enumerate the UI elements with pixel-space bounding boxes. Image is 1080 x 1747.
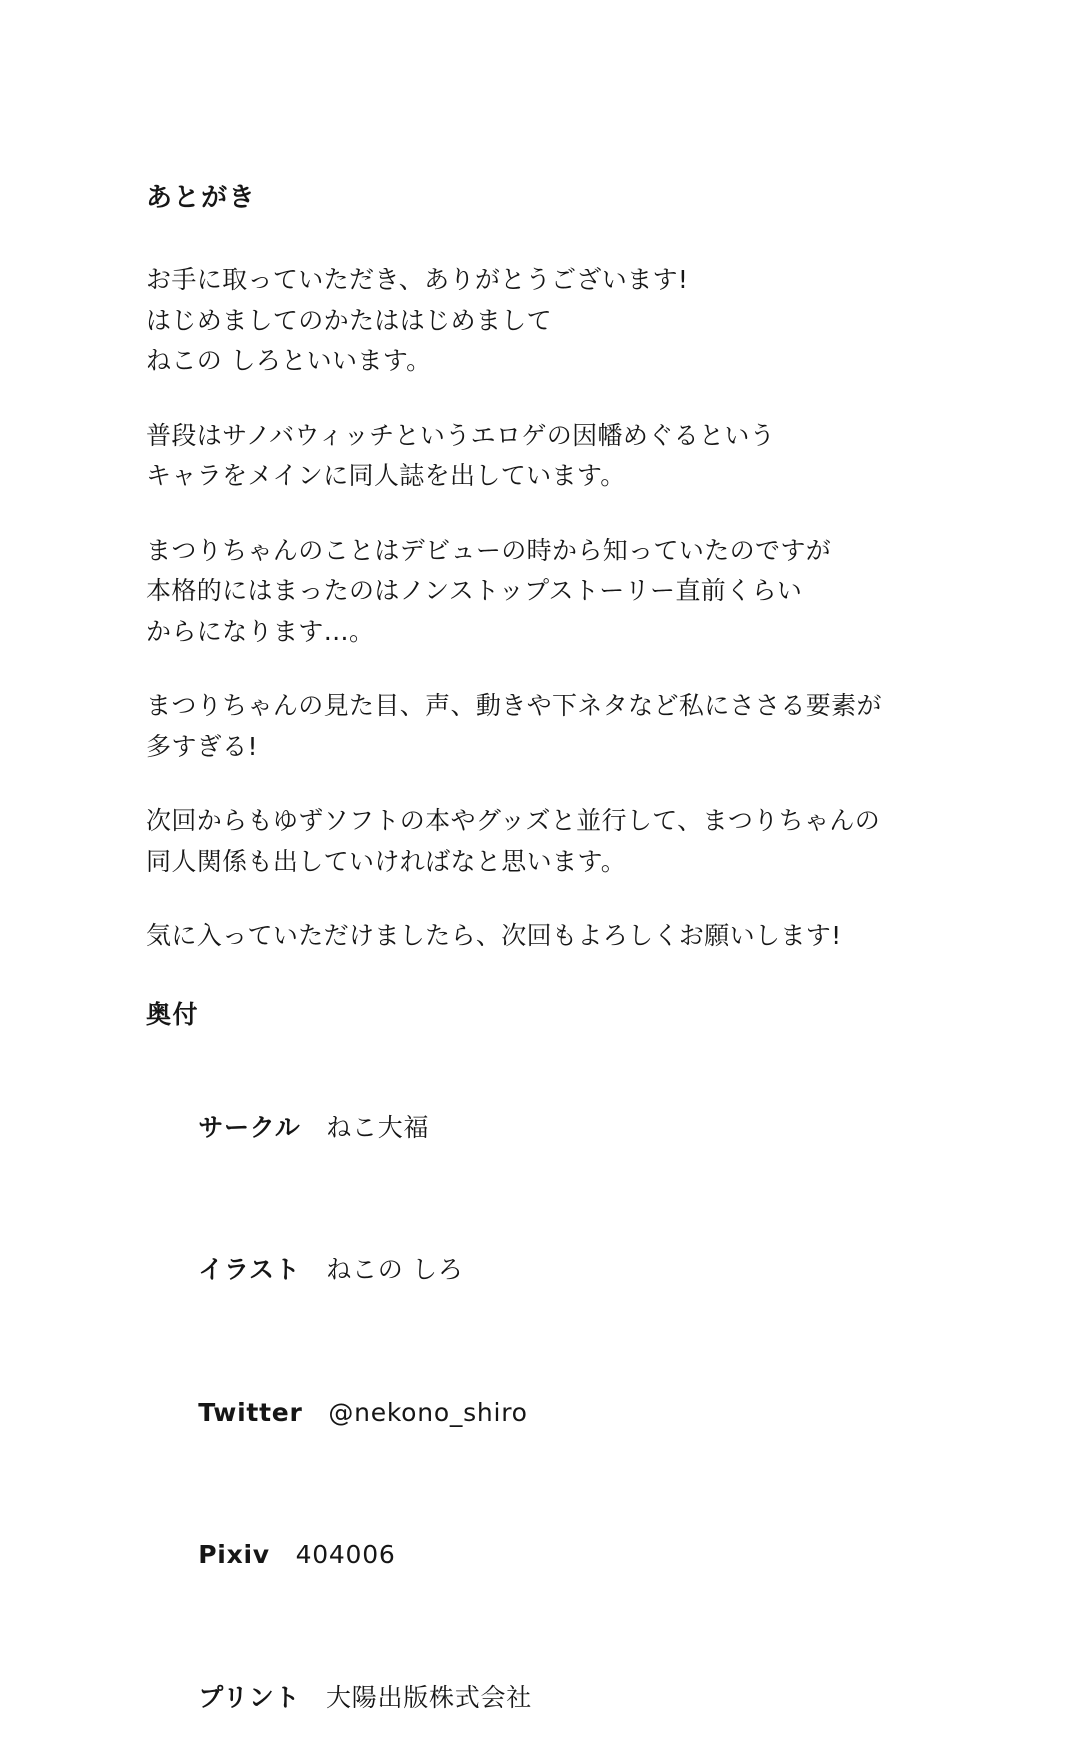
afterword-line: 本格的にはまったのはノンストップストーリー直前くらい [146,576,803,606]
afterword-paragraph [146,416,1006,497]
credit-value: ねこの しろ [326,1255,464,1284]
afterword-paragraph [146,531,1006,653]
afterword-paragraph [146,260,1006,382]
afterword-line: キャラをメインに同人誌を出しています。 [146,461,626,491]
credit-label: サークル [198,1112,301,1142]
credit-row-twitter [146,1364,1006,1462]
afterword-line: からになります…。 [146,616,375,646]
afterword-line: 多すぎる! [146,731,258,761]
credit-label: イラスト [198,1255,301,1284]
afterword-line: 同人関係も出していければなと思います。 [146,846,627,876]
afterword-paragraph [146,801,1006,882]
pixiv-id[interactable]: 404006 [295,1540,396,1569]
credit-label: プリント [198,1682,301,1712]
credit-spacer [303,1398,329,1427]
afterword-line: 次回からもゆずソフトの本やグッズと並行して、まつりちゃんの [146,806,881,836]
afterword-paragraph [146,686,1006,767]
afterword-line: まつりちゃんのことはデビューの時から知っていたのですが [146,535,832,565]
afterword-line: お手に取っていただき、ありがとうございます! [146,265,689,295]
credit-value: 大陽出版株式会社 [325,1682,532,1712]
afterword-line: 普段はサノバウィッチというエロゲの因幡めぐるという [146,420,776,450]
credit-row-pixiv [146,1507,1006,1605]
credit-spacer [300,1683,326,1712]
afterword-line: はじめましてのかたははじめまして [146,305,553,335]
credit-spacer [270,1540,296,1569]
colophon-section [146,995,1006,1747]
twitter-handle[interactable]: @nekono_shiro [328,1397,528,1427]
credit-row [146,1079,1006,1177]
credit-spacer [300,1255,326,1284]
credit-row [146,1649,1006,1747]
credit-value: ねこ大福 [326,1112,430,1142]
credit-label: Twitter [198,1397,303,1427]
colophon-heading: 奥付 [146,1000,200,1029]
afterword-line: 気に入っていただけましたら、次回もよろしくお願いします! [146,921,842,951]
afterword-section [146,180,1006,957]
afterword-heading: あとがき [146,183,257,213]
credit-spacer [300,1113,326,1142]
credit-row [146,1222,1006,1320]
afterword-paragraph [146,916,1006,957]
afterword-line: まつりちゃんの見た目、声、動きや下ネタなど私にささる要素が [146,691,882,721]
credit-label: Pixiv [198,1540,270,1569]
afterword-line: ねこの しろといいます。 [146,346,432,376]
